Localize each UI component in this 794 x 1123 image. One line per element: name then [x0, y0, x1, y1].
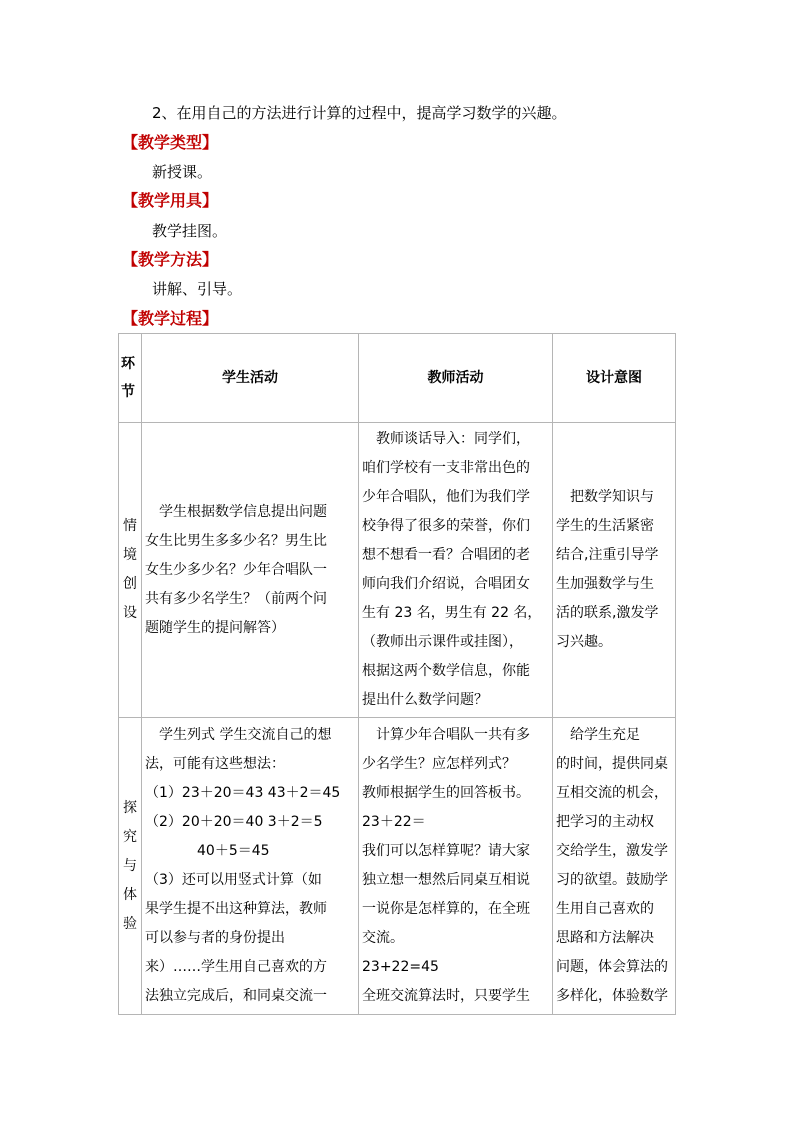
- table-row: [119, 423, 676, 718]
- stage-cell: 情 境 创 设: [119, 423, 142, 718]
- teaching-tools-text: 教学挂图。: [152, 222, 228, 240]
- teaching-method-text: 讲解、引导。: [152, 280, 243, 298]
- stage-cell: 探 究 与 体 验: [119, 718, 142, 1015]
- heading-teaching-process: 【教学过程】: [122, 309, 219, 328]
- lesson-type-text: 新授课。: [152, 163, 213, 181]
- header-stage: 环 节: [119, 334, 142, 423]
- student-activity-cell: 学生根据数学信息提出问题 女生比男生多多少名？男生比 女生少多少名？少年合唱队一 共有多少名学生？（前两个问 题随学生的提问解答）: [142, 423, 359, 718]
- heading-teaching-method: 【教学方法】: [122, 250, 219, 269]
- design-intent-cell: 把数学知识与 学生的生活紧密 结合,注重引导学 生加强数学与生 活的联系,激发学 习兴趣。: [553, 423, 676, 718]
- teaching-process-table: [118, 333, 676, 1015]
- table-header-row: [119, 334, 676, 423]
- teacher-activity-cell: 教师谈话导入：同学们， 咱们学校有一支非常出色的 少年合唱队，他们为我们学 校争得了很多的荣誉，你们 想不想看一看？合唱团的老 师向我们介绍说，合唱团女 生有 23 名，男生有 22 名， （教师出示课件或挂图）， 根据这两个数学信息，你能 提出什么数学问题？: [359, 423, 553, 718]
- header-student-activity: 学生活动: [142, 334, 359, 423]
- table-row: [119, 718, 676, 1015]
- header-teacher-activity: 教师活动: [359, 334, 553, 423]
- design-intent-cell: 给学生充足 的时间，提供同桌 互相交流的机会， 把学习的主动权 交给学生，激发学 习的欲望。鼓励学 生用自己喜欢的 思路和方法解决 问题，体会算法的 多样化，体验数学: [553, 718, 676, 1015]
- heading-lesson-type: 【教学类型】: [122, 133, 219, 152]
- objective-2: 2、在用自己的方法进行计算的过程中，提高学习数学的兴趣。: [152, 104, 567, 122]
- heading-teaching-tools: 【教学用具】: [122, 191, 219, 210]
- header-design-intent: 设计意图: [553, 334, 676, 423]
- teacher-activity-cell: 计算少年合唱队一共有多 少名学生？应怎样列式？ 教师根据学生的回答板书。 23＋22＝ 我们可以怎样算呢？请大家 独立想一想然后同桌互相说 一说你是怎样算的，在全班 交流。 23+22=45 全班交流算法时，只要学生: [359, 718, 553, 1015]
- student-activity-cell: 学生列式 学生交流自己的想 法，可能有这些想法： （1）23＋20＝43 43＋2＝45 （2）20＋20＝40 3＋2＝5 40＋5＝45 （3）还可以用竖式计算（如 果学生提不出这种算法，教师 可以参与者的身份提出 来）……学生用自己喜欢的方 法独立完成后，和同桌交流一: [142, 718, 359, 1015]
